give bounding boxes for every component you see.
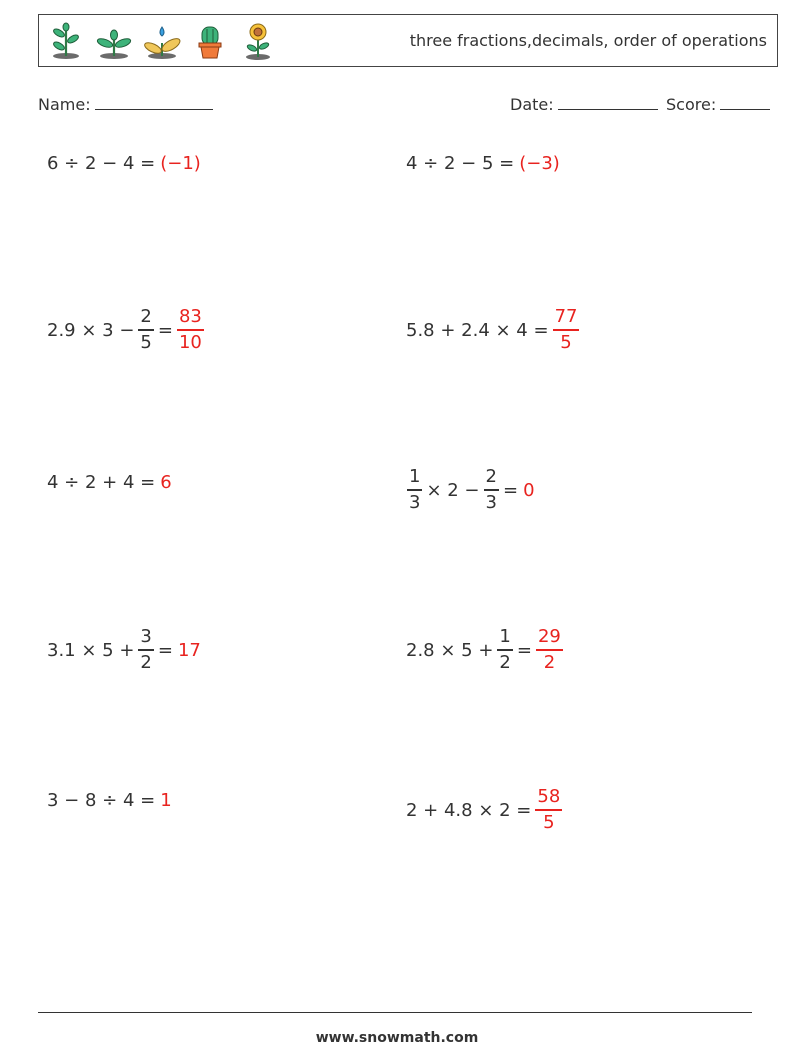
answer-fraction xyxy=(553,308,580,351)
answer: (−1) xyxy=(160,152,201,174)
answer-fraction xyxy=(535,788,562,831)
answer-fraction xyxy=(536,628,563,671)
equals-sign: = xyxy=(516,639,532,661)
answer: 0 xyxy=(523,479,535,501)
score-blank[interactable] xyxy=(720,93,770,110)
expression: 2.8 × 5 + xyxy=(406,639,494,661)
numerator: 58 xyxy=(537,786,561,808)
name-label: Name: xyxy=(38,95,91,114)
date-field xyxy=(510,93,658,114)
expression: 2.9 × 3 − xyxy=(47,319,135,341)
denominator: 5 xyxy=(140,331,152,353)
potted-cactus-icon xyxy=(191,21,229,61)
expression: 6 ÷ 2 − 4 = xyxy=(47,152,156,174)
expression: 4 ÷ 2 + 4 = xyxy=(47,471,156,493)
sprout-icon xyxy=(95,21,133,61)
footer-url[interactable]: www.snowmath.com xyxy=(315,1030,479,1046)
problem-9 xyxy=(47,774,172,826)
expression: 4 ÷ 2 − 5 = xyxy=(406,152,515,174)
sunflower-icon xyxy=(239,21,277,61)
numerator: 83 xyxy=(178,306,202,328)
seedling-icon xyxy=(47,21,85,61)
denominator: 5 xyxy=(560,331,572,353)
problem-6 xyxy=(403,464,535,516)
name-blank[interactable] xyxy=(95,93,213,110)
numerator: 2 xyxy=(485,466,497,488)
denominator: 5 xyxy=(543,811,555,833)
numerator: 77 xyxy=(554,306,578,328)
watered-plant-icon xyxy=(143,21,181,61)
answer: 17 xyxy=(177,639,201,661)
answer: (−3) xyxy=(519,152,560,174)
denominator: 3 xyxy=(409,491,421,513)
expression: 3.1 × 5 + xyxy=(47,639,135,661)
fraction xyxy=(138,628,153,671)
numerator: 2 xyxy=(140,306,152,328)
problem-5 xyxy=(47,456,172,508)
numerator: 3 xyxy=(140,626,152,648)
denominator: 2 xyxy=(140,651,152,673)
answer: 1 xyxy=(160,789,172,811)
date-label: Date: xyxy=(510,95,554,114)
denominator: 2 xyxy=(543,651,556,673)
expression: 2 + 4.8 × 2 = xyxy=(406,799,532,821)
answer-fraction xyxy=(177,308,204,351)
numerator: 1 xyxy=(409,466,421,488)
denominator: 3 xyxy=(485,491,497,513)
footer-divider xyxy=(38,1012,752,1013)
fraction xyxy=(484,468,499,511)
score-field xyxy=(666,93,770,114)
problem-4 xyxy=(406,304,583,356)
name-field xyxy=(38,93,213,114)
equals-sign: = xyxy=(157,639,173,661)
problem-2 xyxy=(406,137,560,189)
score-label: Score: xyxy=(666,95,717,114)
worksheet-header xyxy=(38,14,778,67)
fraction xyxy=(497,628,512,671)
equals-sign: = xyxy=(157,319,173,341)
fraction xyxy=(138,308,153,351)
problem-10 xyxy=(406,784,566,836)
fraction xyxy=(407,468,422,511)
denominator: 10 xyxy=(178,331,202,353)
problem-3 xyxy=(47,304,208,356)
problem-1 xyxy=(47,137,201,189)
numerator: 1 xyxy=(499,626,511,648)
date-blank[interactable] xyxy=(558,93,658,110)
problem-8 xyxy=(406,624,567,676)
denominator: 2 xyxy=(499,651,511,673)
header-icons xyxy=(47,21,277,61)
worksheet-title: three fractions,decimals, order of operations xyxy=(409,31,767,50)
problem-7 xyxy=(47,624,201,676)
numerator: 29 xyxy=(537,626,561,648)
expression: 5.8 + 2.4 × 4 = xyxy=(406,319,549,341)
expression: 3 − 8 ÷ 4 = xyxy=(47,789,156,811)
answer: 6 xyxy=(160,471,172,493)
equals-sign: = xyxy=(502,479,519,501)
expression: × 2 − xyxy=(426,479,480,501)
